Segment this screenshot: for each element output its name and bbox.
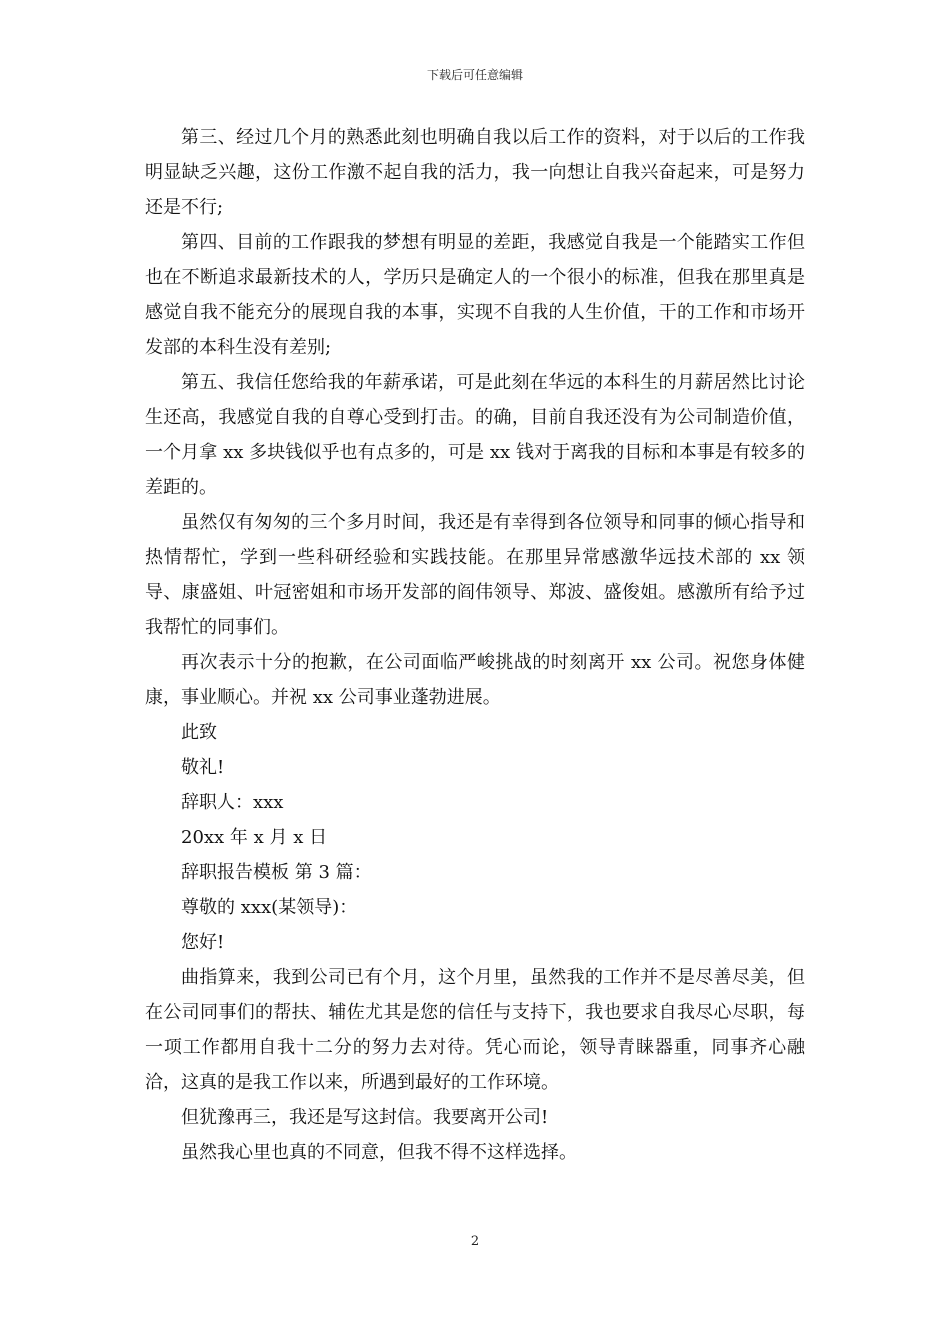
page-header: 下载后可任意编辑 <box>426 68 523 82</box>
paragraph-decision: 但犹豫再三，我还是写这封信。我要离开公司! <box>181 1107 549 1128</box>
letter-recipient: 尊敬的 xxx(某领导)： <box>181 897 358 918</box>
paragraph-gratitude: 虽然仅有匆匆的三个多月时间，我还是有幸得到各位领导和同事的倾心指导和热情帮忙，学到一些科研经验和实践技能。在那里异常感激华远技术部的 xx 领导、康盛姐、叶冠密姐和市场开发部的阎伟领导、郑波、盛俊姐。感激所有给予过我帮忙的同事们。 <box>145 512 805 638</box>
paragraph-choice: 虽然我心里也真的不同意，但我不得不这样选择。 <box>181 1142 577 1163</box>
closing-regards: 敬礼! <box>181 757 225 778</box>
paragraph-work-experience: 曲指算来，我到公司已有个月，这个月里，虽然我的工作并不是尽善尽美，但在公司同事们的帮扶、辅佐尤其是您的信任与支持下，我也要求自我尽心尽职，每一项工作都用自我十二分的努力去对待。凭心而论，领导青睐器重，同事齐心融洽，这真的是我工作以来，所遇到最好的工作环境。 <box>145 967 805 1093</box>
paragraph-third-reason: 第三、经过几个月的熟悉此刻也明确自我以后工作的资料，对于以后的工作我明显缺乏兴趣，这份工作激不起自我的活力，我一向想让自我兴奋起来，可是努力还是不行; <box>145 127 805 218</box>
page-number: 2 <box>470 1234 480 1249</box>
closing-salutation: 此致 <box>181 722 217 743</box>
signature-date: 20xx 年 x 月 x 日 <box>181 827 328 848</box>
signature-name: 辞职人：xxx <box>181 792 284 813</box>
paragraph-fourth-reason: 第四、目前的工作跟我的梦想有明显的差距，我感觉自我是一个能踏实工作但也在不断追求最新技术的人，学历只是确定人的一个很小的标准，但我在那里真是感觉自我不能充分的展现自我的本事，实现不自我的人生价值，干的工作和市场开发部的本科生没有差别; <box>145 232 805 358</box>
document-body <box>145 120 805 1170</box>
paragraph-fifth-reason: 第五、我信任您给我的年薪承诺，可是此刻在华远的本科生的月薪居然比讨论生还高，我感觉自我的自尊心受到打击。的确，目前自我还没有为公司制造价值，一个月拿 xx 多块钱似乎也有点多的，可是 xx 钱对于离我的目标和本事是有较多的差距的。 <box>145 372 805 498</box>
paragraph-apology: 再次表示十分的抱歉，在公司面临严峻挑战的时刻离开 xx 公司。祝您身体健康，事业顺心。并祝 xx 公司事业蓬勃进展。 <box>145 652 805 708</box>
letter-greeting: 您好! <box>181 932 225 953</box>
section-title: 辞职报告模板 第 3 篇： <box>181 862 372 883</box>
